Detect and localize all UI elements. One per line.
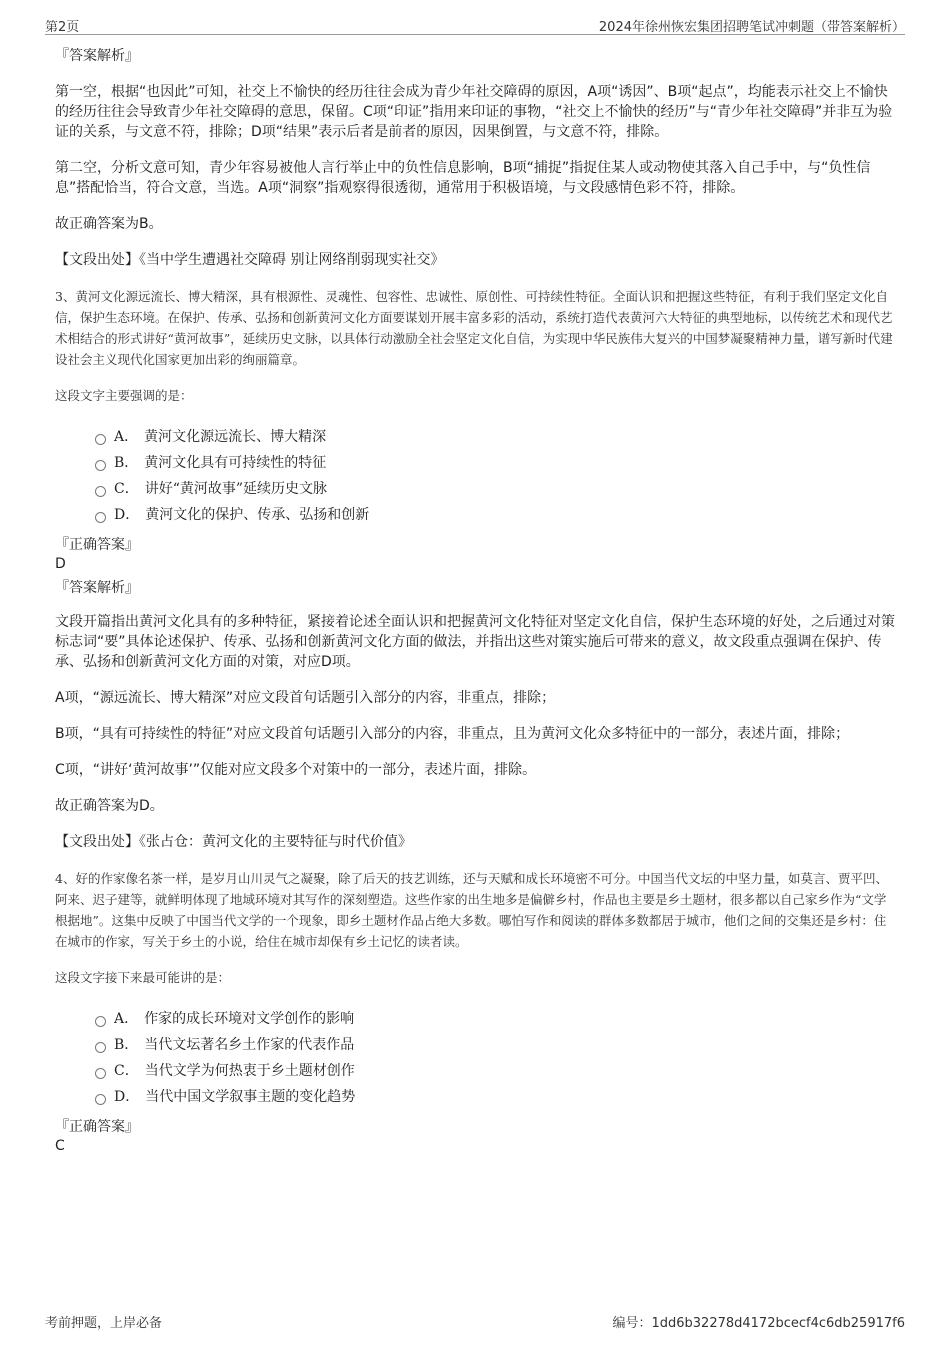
option-letter: D． <box>114 1089 140 1105</box>
option-letter: A． <box>114 429 139 445</box>
question-prompt: 这段文字主要强调的是： <box>55 388 193 403</box>
option-text: 黄河文化源远流长、博大精深 <box>144 429 327 445</box>
analysis-paragraph: 第一空，根据“也因此”可知，社交上不愉快的经历往往会成为青少年社交障碍的原因，A项“诱因”、B项“起点”，均能表示社交上不愉快的经历往往会导致青少年社交障碍的意思，保留。C项“印证”指用来印证的事物，“社交上不愉快的经历”与“青少年社交障碍”并非互为验证的关系，与文意不符，排除；D项“结果”表示后者是前者的原因，因果倒置，与文意不符，排除。 <box>55 84 893 140</box>
correct-answer-label: 『正确答案』 <box>55 537 139 553</box>
question-3 <box>55 286 897 852</box>
option-letter: B． <box>114 455 139 471</box>
option-d[interactable] <box>95 502 897 528</box>
analysis-paragraph: C项，“讲好‘黄河故事’”仅能对应文段多个对策中的一部分，表述片面，排除。 <box>55 762 537 778</box>
option-b[interactable] <box>95 450 897 476</box>
option-text: 讲好“黄河故事”延续历史文脉 <box>144 481 328 497</box>
document-serial: 编号：1dd6b32278d4172bcecf4c6db25917f6 <box>612 1316 905 1331</box>
question-prompt: 这段文字接下来最可能讲的是： <box>55 970 231 985</box>
option-text: 当代文学为何热衷于乡土题材创作 <box>144 1063 355 1079</box>
question-2-analysis <box>55 46 897 270</box>
option-letter: D． <box>114 507 140 523</box>
option-a[interactable] <box>95 1006 897 1032</box>
option-text: 黄河文化具有可持续性的特征 <box>144 455 327 471</box>
radio-icon[interactable] <box>95 512 106 523</box>
page-content <box>55 46 897 1160</box>
analysis-label: 『答案解析』 <box>55 580 139 596</box>
question-text: 4、好的作家像名茶一样，是岁月山川灵气之凝聚，除了后天的技艺训练，还与天赋和成长环境密不可分。中国当代文坛的中坚力量，如莫言、贾平凹、阿来、迟子建等，就鲜明体现了地域环境对其写作的深刻塑造。这些作家的出生地多是偏僻乡村，作品也主要是乡土题材，很多都以自己家乡作为“文学根据地”。这集中反映了中国当代文学的一个现象，即乡土题材作品占绝大多数。哪怕写作和阅读的群体多数都居于城市，他们之间的交集还是乡村：住在城市的作家，写关于乡土的小说，给住在城市却保有乡土记忆的读者读。 <box>55 871 888 949</box>
radio-icon[interactable] <box>95 460 106 471</box>
correct-answer: D <box>55 556 66 572</box>
option-c[interactable] <box>95 1058 897 1084</box>
radio-icon[interactable] <box>95 1068 106 1079</box>
passage-source: 【文段出处】《张占仓：黄河文化的主要特征与时代价值》 <box>55 834 412 850</box>
footer-slogan: 考前押题，上岸必备 <box>45 1316 163 1331</box>
analysis-conclusion: 故正确答案为D。 <box>55 798 164 814</box>
option-letter: B． <box>114 1037 139 1053</box>
radio-icon[interactable] <box>95 434 106 445</box>
document-title: 2024年徐州恢宏集团招聘笔试冲刺题（带答案解析） <box>598 20 905 35</box>
analysis-label: 『答案解析』 <box>55 48 139 64</box>
analysis-paragraph: 第二空，分析文意可知，青少年容易被他人言行举止中的负性信息影响，B项“捕捉”指捉住某人或动物使其落入自己手中，与“负性信息”搭配恰当，符合文意，当选。A项“洞察”指观察得很透彻，通常用于积极语境，与文段感情色彩不符，排除。 <box>55 160 871 196</box>
radio-icon[interactable] <box>95 1042 106 1053</box>
passage-source: 【文段出处】《当中学生遭遇社交障碍 别让网络削弱现实社交》 <box>55 252 445 268</box>
analysis-paragraph: B项，“具有可持续性的特征”对应文段首句话题引入部分的内容，非重点，且为黄河文化众多特征中的一部分，表述片面，排除； <box>55 726 850 742</box>
option-a[interactable] <box>95 424 897 450</box>
option-letter: C． <box>114 481 139 497</box>
option-b[interactable] <box>95 1032 897 1058</box>
option-letter: A． <box>114 1011 139 1027</box>
radio-icon[interactable] <box>95 486 106 497</box>
question-text: 3、黄河文化源远流长、博大精深，具有根源性、灵魂性、包容性、忠诚性、原创性、可持续性特征。全面认识和把握这些特征，有利于我们坚定文化自信，保护生态环境。在保护、传承、弘扬和创新黄河文化方面要谋划开展丰富多彩的活动，系统打造代表黄河六大特征的典型地标，以传统艺术和现代艺术相结合的形式讲好“黄河故事”，延续历史文脉，以具体行动激励全社会坚定文化自信，为实现中华民族伟大复兴的中国梦凝聚精神力量，谱写新时代建设社会主义现代化国家更加出彩的绚丽篇章。 <box>55 289 893 367</box>
option-list <box>95 1006 897 1110</box>
correct-answer: C <box>55 1138 65 1154</box>
correct-answer-label: 『正确答案』 <box>55 1119 139 1135</box>
option-c[interactable] <box>95 476 897 502</box>
radio-icon[interactable] <box>95 1016 106 1027</box>
option-text: 当代中国文学叙事主题的变化趋势 <box>145 1089 356 1105</box>
option-text: 当代文坛著名乡土作家的代表作品 <box>144 1037 355 1053</box>
option-d[interactable] <box>95 1084 897 1110</box>
option-letter: C． <box>114 1063 139 1079</box>
page-number: 第2页 <box>45 20 80 35</box>
analysis-paragraph: 文段开篇指出黄河文化具有的多种特征，紧接着论述全面认识和把握黄河文化特征对坚定文化自信，保护生态环境的好处，之后通过对策标志词“要”具体论述保护、传承、弘扬和创新黄河文化方面的做法，并指出这些对策实施后可带来的意义，故文段重点强调在保护、传承、弘扬和创新黄河文化方面的对策，对应D项。 <box>55 614 895 670</box>
option-text: 黄河文化的保护、传承、弘扬和创新 <box>145 507 370 523</box>
question-4 <box>55 868 897 1156</box>
analysis-conclusion: 故正确答案为B。 <box>55 216 163 232</box>
analysis-paragraph: A项，“源远流长、博大精深”对应文段首句话题引入部分的内容，非重点，排除； <box>55 690 556 706</box>
page-header <box>45 14 905 35</box>
radio-icon[interactable] <box>95 1094 106 1105</box>
option-text: 作家的成长环境对文学创作的影响 <box>144 1011 355 1027</box>
option-list <box>95 424 897 528</box>
